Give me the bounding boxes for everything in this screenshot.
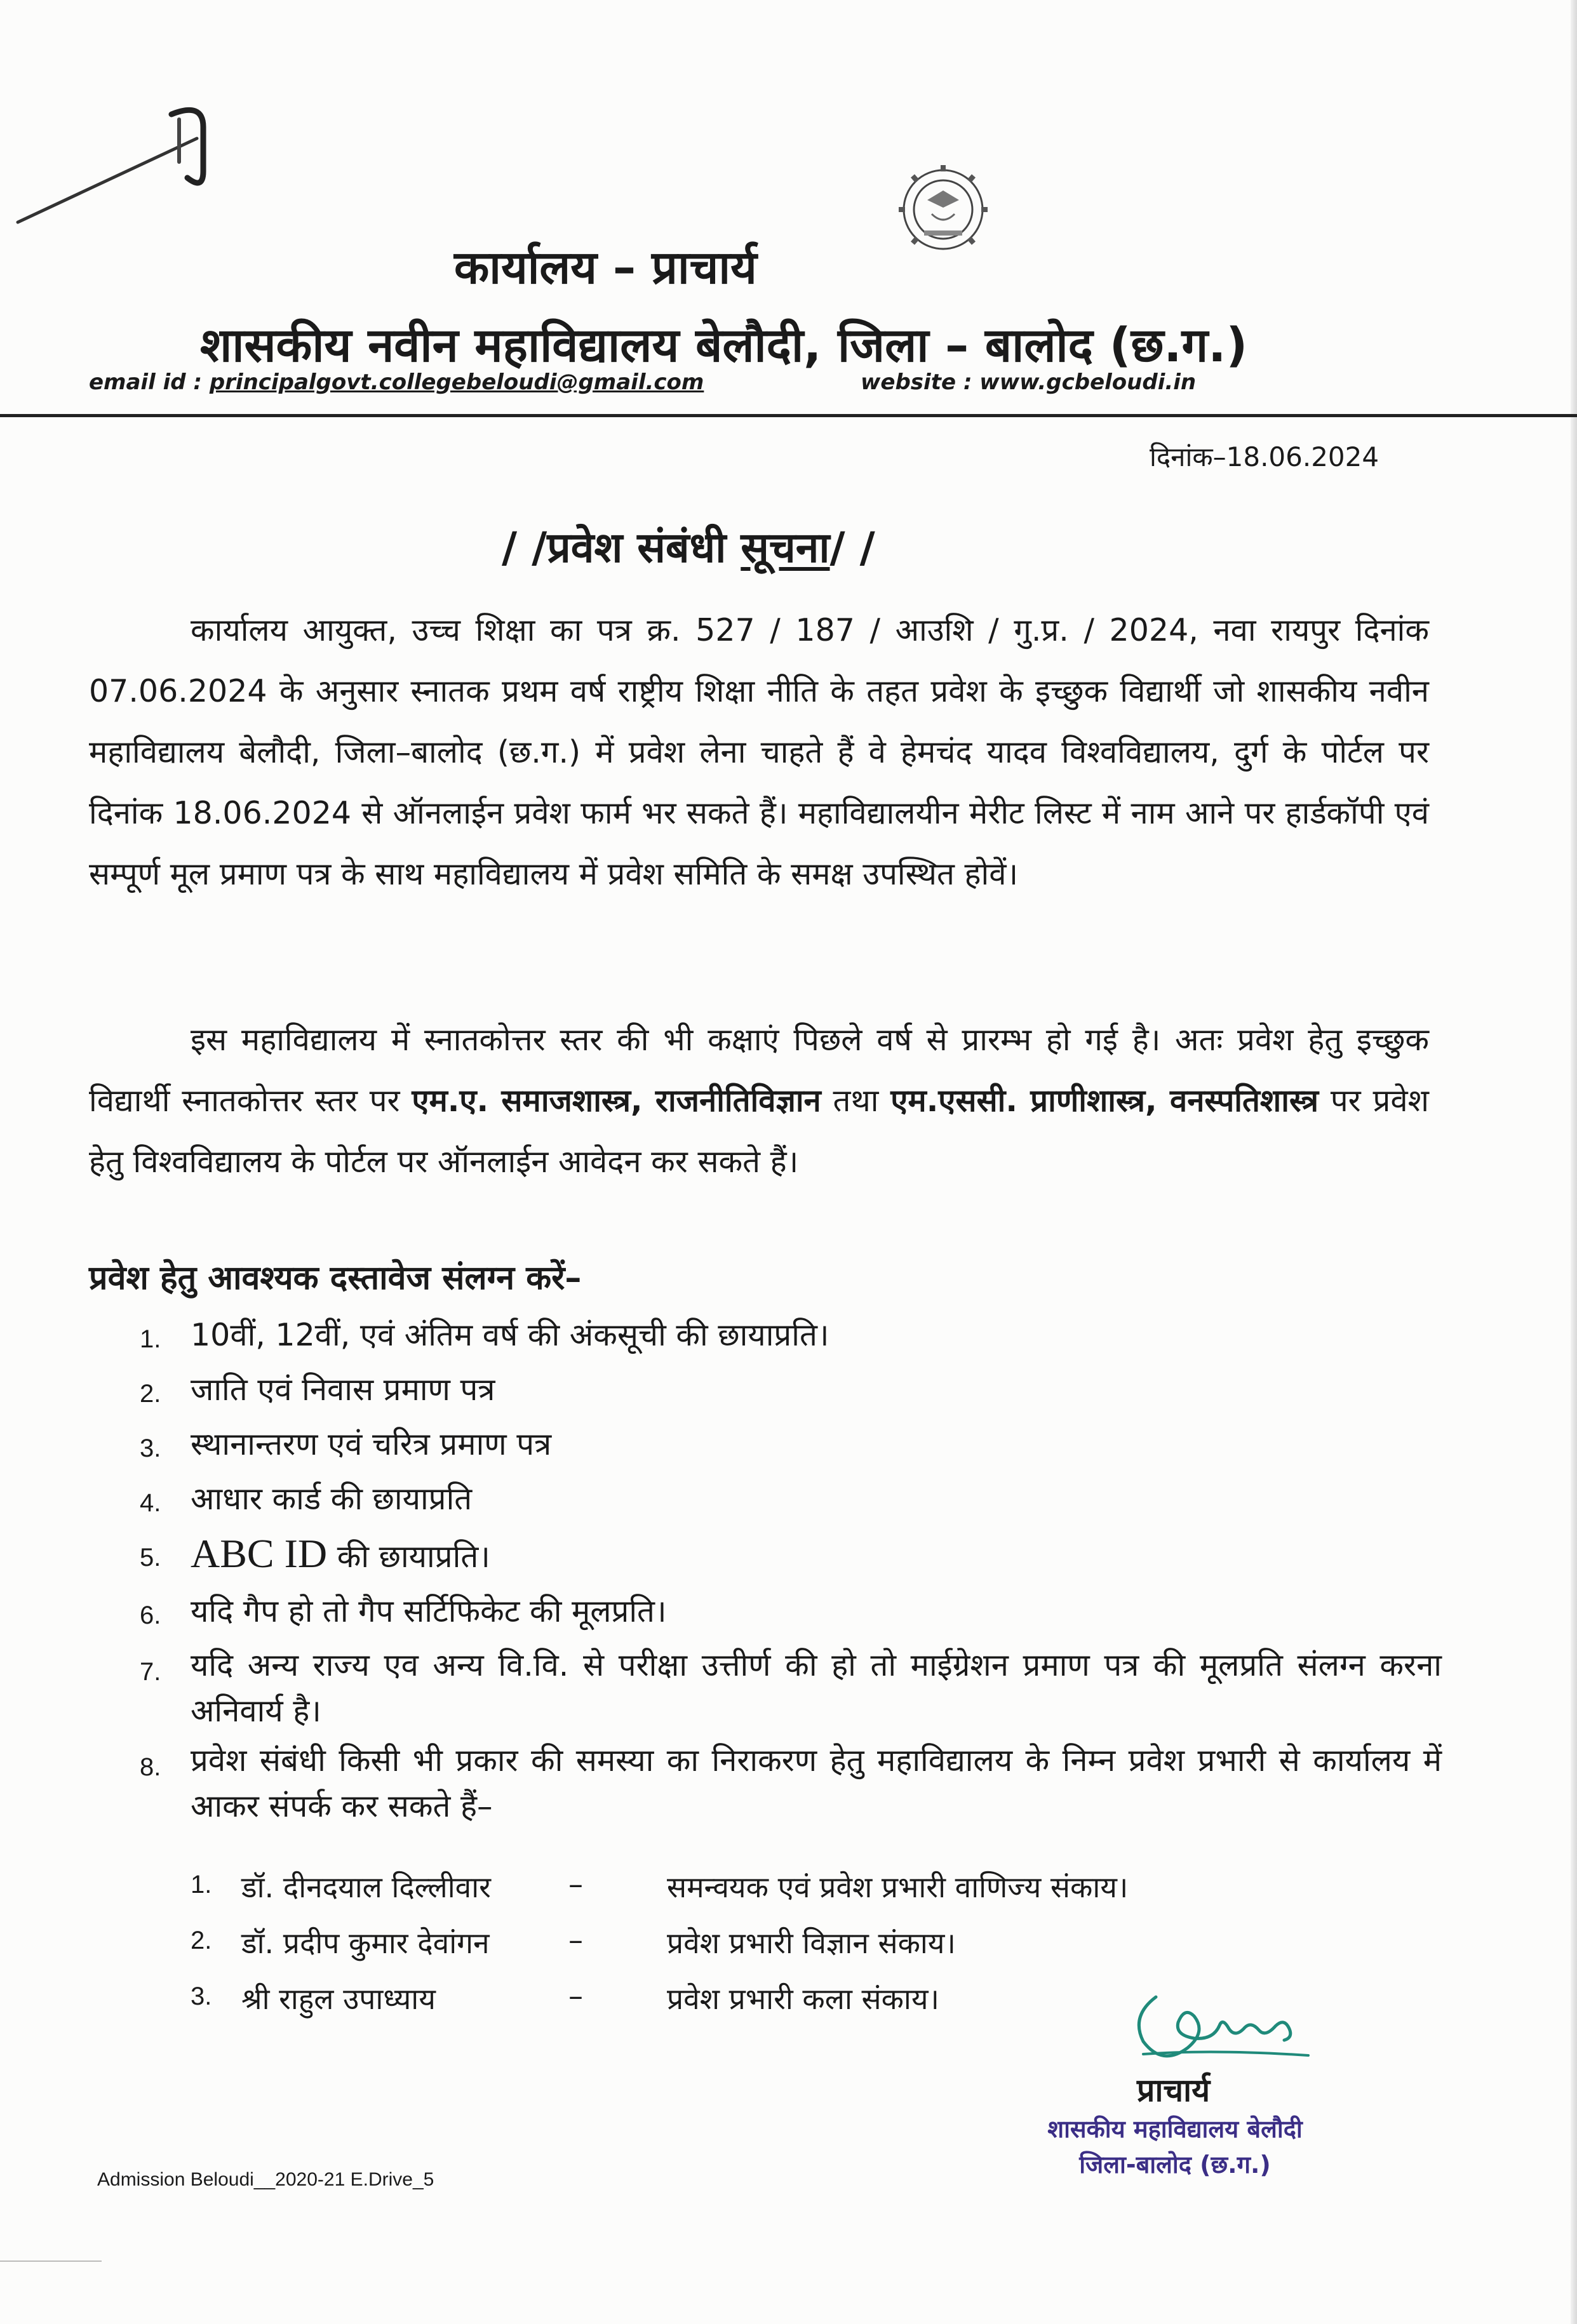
page-edge xyxy=(1571,0,1577,2324)
notice-heading-underlined: सूचना xyxy=(741,523,830,572)
bottom-mark xyxy=(0,2261,102,2262)
notice-heading-prefix: / /प्रवेश संबंधी xyxy=(502,523,741,572)
list-item xyxy=(140,1417,1442,1472)
list-item-number: 3. xyxy=(140,1434,161,1462)
list-item-number: 6. xyxy=(140,1601,161,1629)
contact-name: डॉ. दीनदयाल दिल्लीवार xyxy=(241,1870,491,1904)
notice-date: दिनांक–18.06.2024 xyxy=(1150,441,1379,472)
stamp-line-2: जिला-बालोद (छ.ग.) xyxy=(1079,2151,1271,2179)
college-emblem-icon xyxy=(861,162,1026,257)
list-item-text: जाति एवं निवास प्रमाण पत्र xyxy=(191,1372,495,1408)
list-item-text: की छायाप्रति। xyxy=(327,1539,490,1575)
contact-dash: – xyxy=(568,1867,583,1901)
pg-text-1: इस महाविद्यालय में स्नातकोत्तर स्तर की भी कक्षाएं पिछले वर्ष से प्रारम्भ हो गई है। अतः प्रवेश हेतु इच्छुक विद्यार्थी स्नातकोत्तर स्तर पर xyxy=(89,1022,1429,1119)
contact-role: प्रवेश प्रभारी कला संकाय। xyxy=(667,1982,939,2016)
list-item xyxy=(140,1308,1442,1363)
list-item-text: स्थानान्तरण एवं चरित्र प्रमाण पत्र xyxy=(191,1426,552,1462)
header-divider xyxy=(0,414,1577,417)
list-item-number: 5. xyxy=(140,1544,161,1572)
paragraph-admission-info: कार्यालय आयुक्त, उच्च शिक्षा का पत्र क्र. 527 / 187 / आउशि / गु.प्र. / 2024, नवा रायपुर दिनांक 07.06.2024 के अनुसार स्नातक प्रथम वर्ष राष्ट्रीय शिक्षा नीति के तहत प्रवेश के इच्छुक विद्यार्थी जो शासकीय नवीन महाविद्यालय बेलौदी, जिला–बालोद (छ.ग.) में प्रवेश लेना चाहते हैं वे हेमचंद यादव विश्वविद्यालय, दुर्ग के पोर्टल पर दिनांक 18.06.2024 से ऑनलाईन प्रवेश फार्म भर सकते हैं। महाविद्यालयीन मेरीट लिस्ट में नाम आने पर हार्डकॉपी एवं सम्पूर्ण मूल प्रमाण पत्र के साथ महाविद्यालय में प्रवेश समिति के समक्ष उपस्थित होवें। xyxy=(89,612,1429,892)
list-item-text: प्रवेश संबंधी किसी भी प्रकार की समस्या का निराकरण हेतु महाविद्यालय के निम्न प्रवेश प्रभारी से कार्यालय में आकर संपर्क कर सकते हैं– xyxy=(191,1742,1442,1824)
email-link[interactable]: principalgovt.collegebeloudi@gmail.com xyxy=(209,370,704,395)
list-item xyxy=(140,1363,1442,1417)
footer-reference: Admission Beloudi__2020-21 E.Drive_5 xyxy=(97,2169,434,2190)
notice-heading-suffix: / / xyxy=(829,523,875,572)
list-item xyxy=(140,1472,1442,1526)
list-item-text: 10वीं, 12वीं, एवं अंतिम वर्ष की अंकसूची की छायाप्रति। xyxy=(191,1317,829,1353)
contact-role: प्रवेश प्रभारी विज्ञान संकाय। xyxy=(667,1926,956,1960)
list-item-number: 7. xyxy=(140,1658,161,1686)
pg-text-2: तथा xyxy=(821,1083,891,1119)
list-item xyxy=(140,1738,1442,1829)
list-item-text: यदि गैप हो तो गैप सर्टिफिकेट की मूलप्रति। xyxy=(191,1593,667,1629)
contact-dash: – xyxy=(568,1979,583,2013)
email-label: email id : xyxy=(89,370,210,395)
paragraph-postgraduate-info xyxy=(89,1010,1429,1192)
email-block xyxy=(89,370,704,395)
staple-pin-icon xyxy=(13,102,216,229)
office-title: कार्यालय – प्राचार्य xyxy=(454,241,757,294)
list-item-text: आधार कार्ड की छायाप्रति xyxy=(191,1481,473,1517)
contact-name: डॉ. प्रदीप कुमार देवांगन xyxy=(241,1926,490,1960)
office-stamp xyxy=(1023,2111,1327,2182)
contact-number: 2. xyxy=(191,1927,212,1954)
documents-heading: प्रवेश हेतु आवश्यक दस्तावेज संलग्न करें– xyxy=(89,1259,582,1297)
list-item-number: 2. xyxy=(140,1380,161,1408)
pg-courses-msc: एम.एससी. प्राणीशास्त्र, वनस्पतिशास्त्र xyxy=(890,1083,1319,1119)
contact-name: श्री राहुल उपाध्याय xyxy=(241,1982,436,2016)
list-item-number: 1. xyxy=(140,1325,161,1353)
pg-text-3: पर प्रवेश हेतु विश्वविद्यालय के पोर्टल पर ऑनलाईन आवेदन कर सकते हैं। xyxy=(89,1083,1429,1180)
signatory-title: प्राचार्य xyxy=(1137,2072,1211,2109)
list-item xyxy=(140,1526,1442,1584)
list-item-number: 4. xyxy=(140,1489,161,1517)
contact-number: 1. xyxy=(191,1871,212,1899)
list-item xyxy=(140,1584,1442,1639)
website-link[interactable]: website : www.gcbeloudi.in xyxy=(861,370,1197,395)
notice-heading xyxy=(502,518,875,575)
list-item-text: यदि अन्य राज्य एव अन्य वि.वि. से परीक्षा उत्तीर्ण की हो तो माईग्रेशन प्रमाण पत्र की मूलप्रति संलग्न करना अनिवार्य है। xyxy=(191,1647,1442,1729)
college-name: शासकीय नवीन महाविद्यालय बेलौदी, जिला – बालोद (छ.ग.) xyxy=(200,318,1248,373)
list-item-number: 8. xyxy=(140,1753,161,1781)
contact-dash: – xyxy=(568,1923,583,1957)
documents-list xyxy=(140,1308,1442,1833)
stamp-line-1: शासकीय महाविद्यालय बेलौदी xyxy=(1047,2115,1303,2143)
pg-courses-ma: एम.ए. समाजशास्त्र, राजनीतिविज्ञान xyxy=(412,1083,821,1119)
principal-signature-icon xyxy=(1118,1972,1321,2073)
abc-id-label: ABC ID xyxy=(191,1531,328,1576)
list-item xyxy=(140,1643,1442,1734)
contact-role: समन्वयक एवं प्रवेश प्रभारी वाणिज्य संकाय। xyxy=(667,1870,1129,1904)
contact-number: 3. xyxy=(191,1982,212,2010)
